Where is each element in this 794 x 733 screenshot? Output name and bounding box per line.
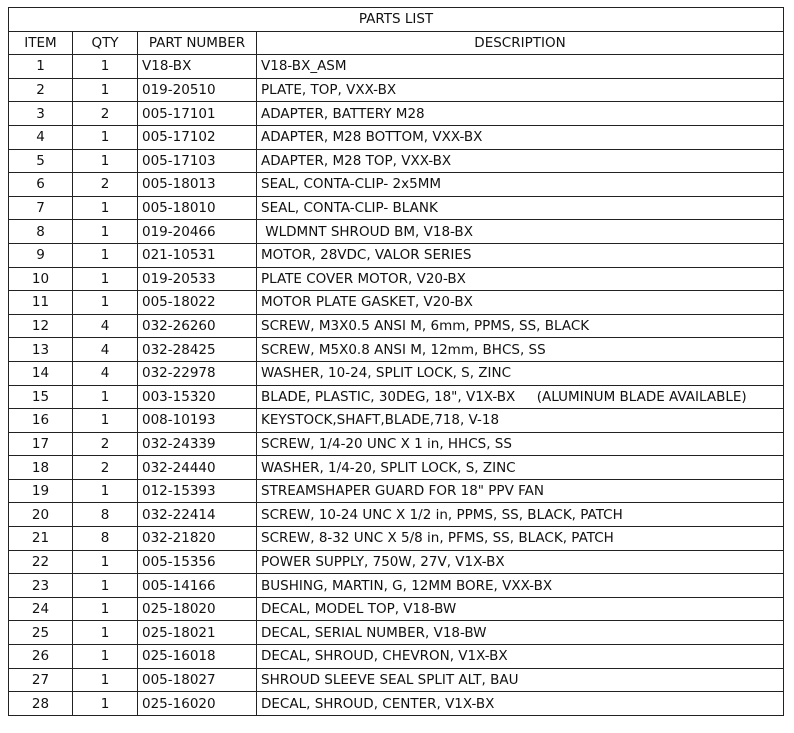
item-cell: 1 — [9, 55, 73, 79]
part-number-cell: 008-10193 — [138, 409, 257, 433]
qty-cell: 1 — [73, 668, 138, 692]
qty-cell: 1 — [73, 621, 138, 645]
item-cell: 2 — [9, 78, 73, 102]
table-row — [9, 361, 784, 385]
part-number-cell: 012-15393 — [138, 479, 257, 503]
item-cell: 13 — [9, 338, 73, 362]
table-row — [9, 692, 784, 716]
table-row — [9, 456, 784, 480]
part-number-cell: 005-14166 — [138, 574, 257, 598]
description-cell: V18-BX_ASM — [257, 55, 784, 79]
table-row — [9, 125, 784, 149]
item-cell: 9 — [9, 243, 73, 267]
description-cell: SEAL, CONTA-CLIP- 2x5MM — [257, 173, 784, 197]
table-row — [9, 432, 784, 456]
item-cell: 3 — [9, 102, 73, 126]
table-row — [9, 291, 784, 315]
item-cell: 6 — [9, 173, 73, 197]
qty-cell: 1 — [73, 149, 138, 173]
part-number-cell: 032-24339 — [138, 432, 257, 456]
qty-cell: 2 — [73, 432, 138, 456]
description-cell: SCREW, 1/4-20 UNC X 1 in, HHCS, SS — [257, 432, 784, 456]
part-number-cell: V18-BX — [138, 55, 257, 79]
description-cell: SHROUD SLEEVE SEAL SPLIT ALT, BAU — [257, 668, 784, 692]
qty-cell: 1 — [73, 479, 138, 503]
item-cell: 7 — [9, 196, 73, 220]
qty-cell: 1 — [73, 291, 138, 315]
description-cell: DECAL, MODEL TOP, V18-BW — [257, 597, 784, 621]
item-cell: 28 — [9, 692, 73, 716]
description-cell: ADAPTER, M28 BOTTOM, VXX-BX — [257, 125, 784, 149]
table-row — [9, 479, 784, 503]
part-number-cell: 005-18022 — [138, 291, 257, 315]
part-number-cell: 021-10531 — [138, 243, 257, 267]
table-row — [9, 621, 784, 645]
parts-list-table — [8, 7, 784, 716]
table-row — [9, 314, 784, 338]
table-row — [9, 173, 784, 197]
qty-cell: 1 — [73, 196, 138, 220]
item-cell: 18 — [9, 456, 73, 480]
item-cell: 20 — [9, 503, 73, 527]
part-number-cell: 025-18020 — [138, 597, 257, 621]
table-title: PARTS LIST — [9, 8, 784, 32]
table-row — [9, 55, 784, 79]
part-number-cell: 005-17101 — [138, 102, 257, 126]
item-cell: 26 — [9, 645, 73, 669]
description-cell: DECAL, SERIAL NUMBER, V18-BW — [257, 621, 784, 645]
qty-cell: 4 — [73, 338, 138, 362]
table-row — [9, 503, 784, 527]
item-cell: 21 — [9, 527, 73, 551]
part-number-cell: 019-20533 — [138, 267, 257, 291]
part-number-cell: 005-18010 — [138, 196, 257, 220]
description-cell: PLATE COVER MOTOR, V20-BX — [257, 267, 784, 291]
description-cell: MOTOR, 28VDC, VALOR SERIES — [257, 243, 784, 267]
part-number-cell: 019-20466 — [138, 220, 257, 244]
qty-cell: 1 — [73, 409, 138, 433]
table-row — [9, 574, 784, 598]
description-cell: WASHER, 10-24, SPLIT LOCK, S, ZINC — [257, 361, 784, 385]
column-header-part-number: PART NUMBER — [138, 31, 257, 55]
part-number-cell: 032-26260 — [138, 314, 257, 338]
description-cell: PLATE, TOP, VXX-BX — [257, 78, 784, 102]
qty-cell: 1 — [73, 55, 138, 79]
part-number-cell: 025-16018 — [138, 645, 257, 669]
table-row — [9, 668, 784, 692]
qty-cell: 8 — [73, 503, 138, 527]
qty-cell: 1 — [73, 550, 138, 574]
table-row — [9, 243, 784, 267]
description-cell: KEYSTOCK,SHAFT,BLADE,718, V-18 — [257, 409, 784, 433]
description-cell: SCREW, M5X0.8 ANSI M, 12mm, BHCS, SS — [257, 338, 784, 362]
table-row — [9, 149, 784, 173]
column-header-description: DESCRIPTION — [257, 31, 784, 55]
part-number-cell: 032-24440 — [138, 456, 257, 480]
part-number-cell: 005-17102 — [138, 125, 257, 149]
qty-cell: 8 — [73, 527, 138, 551]
item-cell: 16 — [9, 409, 73, 433]
description-cell: DECAL, SHROUD, CENTER, V1X-BX — [257, 692, 784, 716]
item-cell: 8 — [9, 220, 73, 244]
part-number-cell: 005-18027 — [138, 668, 257, 692]
description-cell: MOTOR PLATE GASKET, V20-BX — [257, 291, 784, 315]
description-cell: BLADE, PLASTIC, 30DEG, 18", V1X-BX (ALUMINUM BLADE AVAILABLE) — [257, 385, 784, 409]
qty-cell: 1 — [73, 125, 138, 149]
item-cell: 25 — [9, 621, 73, 645]
table-row — [9, 338, 784, 362]
part-number-cell: 005-17103 — [138, 149, 257, 173]
table-row — [9, 550, 784, 574]
item-cell: 24 — [9, 597, 73, 621]
part-number-cell: 003-15320 — [138, 385, 257, 409]
description-cell: SCREW, M3X0.5 ANSI M, 6mm, PPMS, SS, BLACK — [257, 314, 784, 338]
column-header-qty: QTY — [73, 31, 138, 55]
item-cell: 14 — [9, 361, 73, 385]
description-cell: SEAL, CONTA-CLIP- BLANK — [257, 196, 784, 220]
description-cell: POWER SUPPLY, 750W, 27V, V1X-BX — [257, 550, 784, 574]
table-row — [9, 196, 784, 220]
part-number-cell: 005-15356 — [138, 550, 257, 574]
title-row — [9, 8, 784, 32]
item-cell: 19 — [9, 479, 73, 503]
qty-cell: 1 — [73, 645, 138, 669]
table-row — [9, 385, 784, 409]
item-cell: 27 — [9, 668, 73, 692]
item-cell: 10 — [9, 267, 73, 291]
part-number-cell: 025-16020 — [138, 692, 257, 716]
item-cell: 17 — [9, 432, 73, 456]
qty-cell: 1 — [73, 78, 138, 102]
header-row — [9, 31, 784, 55]
table-row — [9, 409, 784, 433]
description-cell: ADAPTER, BATTERY M28 — [257, 102, 784, 126]
qty-cell: 1 — [73, 692, 138, 716]
table-row — [9, 78, 784, 102]
table-row — [9, 102, 784, 126]
part-number-cell: 032-22978 — [138, 361, 257, 385]
table-row — [9, 267, 784, 291]
part-number-cell: 032-22414 — [138, 503, 257, 527]
item-cell: 22 — [9, 550, 73, 574]
table-row — [9, 220, 784, 244]
qty-cell: 1 — [73, 267, 138, 291]
item-cell: 11 — [9, 291, 73, 315]
column-header-item: ITEM — [9, 31, 73, 55]
description-cell: SCREW, 8-32 UNC X 5/8 in, PFMS, SS, BLACK, PATCH — [257, 527, 784, 551]
qty-cell: 2 — [73, 173, 138, 197]
item-cell: 4 — [9, 125, 73, 149]
item-cell: 23 — [9, 574, 73, 598]
part-number-cell: 032-21820 — [138, 527, 257, 551]
qty-cell: 4 — [73, 314, 138, 338]
description-cell: WLDMNT SHROUD BM, V18-BX — [257, 220, 784, 244]
description-cell: DECAL, SHROUD, CHEVRON, V1X-BX — [257, 645, 784, 669]
table-row — [9, 527, 784, 551]
qty-cell: 2 — [73, 456, 138, 480]
part-number-cell: 032-28425 — [138, 338, 257, 362]
description-cell: ADAPTER, M28 TOP, VXX-BX — [257, 149, 784, 173]
table-row — [9, 597, 784, 621]
item-cell: 15 — [9, 385, 73, 409]
part-number-cell: 005-18013 — [138, 173, 257, 197]
qty-cell: 1 — [73, 574, 138, 598]
qty-cell: 2 — [73, 102, 138, 126]
qty-cell: 1 — [73, 243, 138, 267]
qty-cell: 1 — [73, 597, 138, 621]
description-cell: SCREW, 10-24 UNC X 1/2 in, PPMS, SS, BLACK, PATCH — [257, 503, 784, 527]
qty-cell: 1 — [73, 220, 138, 244]
description-cell: BUSHING, MARTIN, G, 12MM BORE, VXX-BX — [257, 574, 784, 598]
item-cell: 12 — [9, 314, 73, 338]
qty-cell: 4 — [73, 361, 138, 385]
description-cell: STREAMSHAPER GUARD FOR 18" PPV FAN — [257, 479, 784, 503]
parts-body — [9, 55, 784, 716]
description-cell: WASHER, 1/4-20, SPLIT LOCK, S, ZINC — [257, 456, 784, 480]
qty-cell: 1 — [73, 385, 138, 409]
part-number-cell: 019-20510 — [138, 78, 257, 102]
part-number-cell: 025-18021 — [138, 621, 257, 645]
item-cell: 5 — [9, 149, 73, 173]
table-row — [9, 645, 784, 669]
